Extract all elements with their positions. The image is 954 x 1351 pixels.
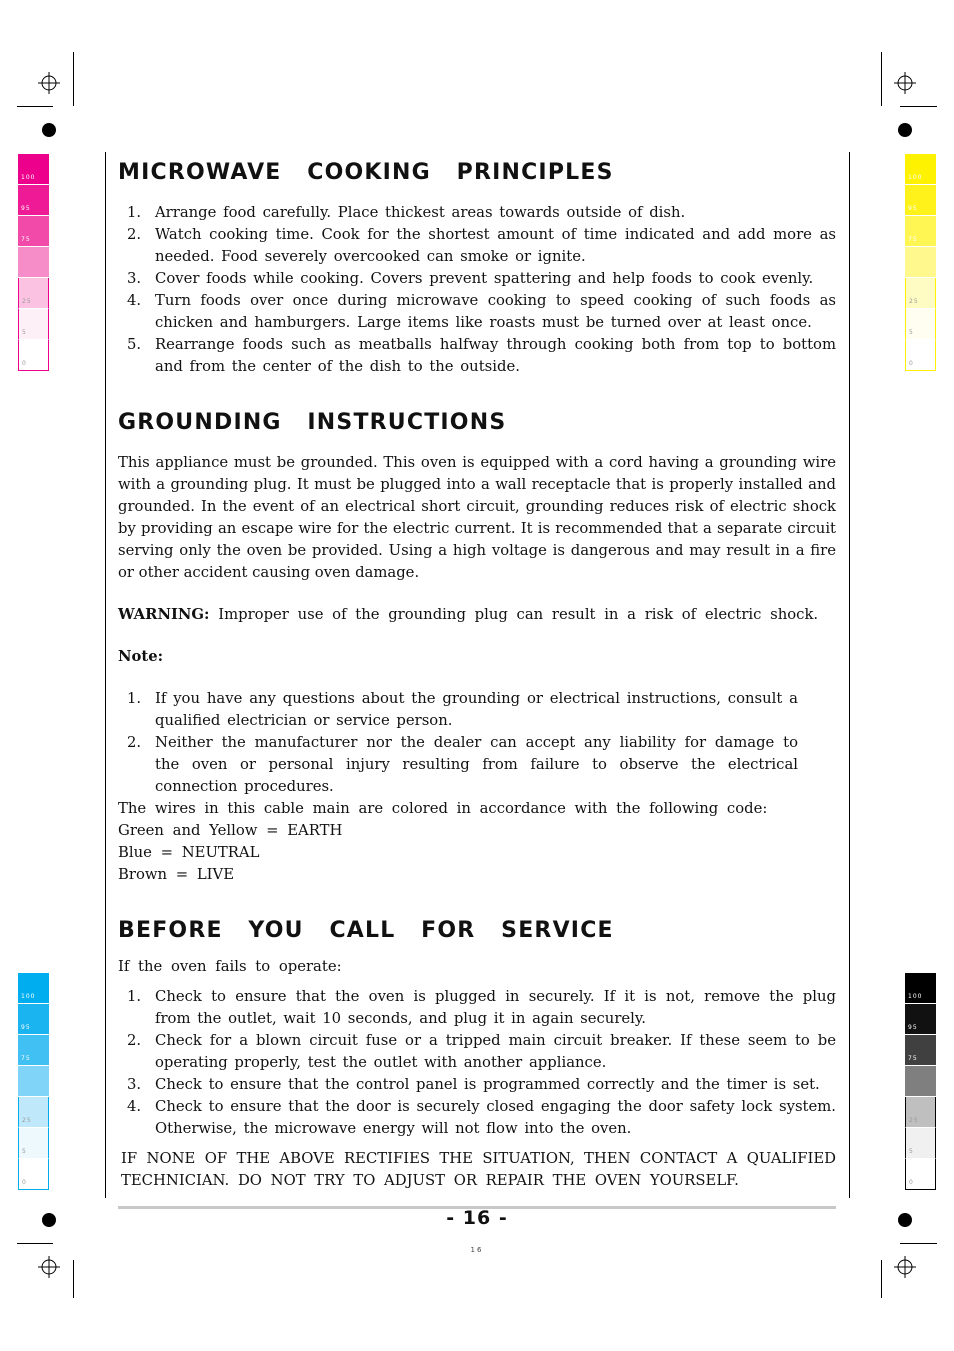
color-swatch bbox=[905, 1128, 936, 1159]
cooking-principle-item bbox=[118, 334, 836, 378]
color-swatch bbox=[905, 1004, 936, 1035]
list-text: Check to ensure that the control panel is programmed correctly and the timer is set. bbox=[155, 1076, 820, 1093]
page-number: - 16 - bbox=[446, 1207, 508, 1229]
cooking-principle-item bbox=[118, 290, 836, 334]
service-checklist bbox=[118, 986, 836, 1140]
grounding-paragraph: This appliance must be grounded. This oven is equipped with a cord having a grounding wire with a grounding plug. It must be plugged into a wall receptacle that is properly installed and grounded. In the event of an electrical short circuit, grounding reduces risk of electric shock by providing an escape wire for the electric current. It is recommended that a separate circuit serving only the oven be provided. Using a high voltage is dangerous and may result in a fire or other accident causing oven damage. bbox=[118, 454, 836, 581]
color-swatch bbox=[905, 340, 936, 371]
service-check-item bbox=[118, 1096, 836, 1140]
color-swatch bbox=[905, 278, 936, 309]
color-swatch bbox=[18, 340, 49, 371]
color-swatch bbox=[18, 247, 49, 278]
swatch-label: 75 bbox=[21, 236, 31, 243]
color-swatch bbox=[18, 1097, 49, 1128]
cyan-calibration-strip bbox=[18, 973, 49, 1190]
warning-label: WARNING: bbox=[118, 606, 210, 623]
grounding-note-item bbox=[118, 688, 798, 732]
crop-mark bbox=[900, 106, 937, 107]
swatch-label: 0 bbox=[22, 1179, 27, 1186]
swatch-label: 5 bbox=[22, 1148, 27, 1155]
color-swatch bbox=[905, 973, 936, 1004]
swatch-label: 95 bbox=[21, 205, 31, 212]
right-frame-line bbox=[849, 152, 850, 1198]
swatch-label: 25 bbox=[909, 298, 919, 305]
list-text: If you have any questions about the grounding or electrical instructions, consult a qualified electrician or service person. bbox=[155, 690, 798, 729]
warning-text: Improper use of the grounding plug can result in a risk of electric shock. bbox=[218, 606, 819, 623]
list-number: 1. bbox=[127, 690, 142, 707]
swatch-label: 5 bbox=[909, 329, 914, 336]
color-swatch bbox=[905, 1159, 936, 1190]
wire-neutral: Blue = NEUTRAL bbox=[118, 844, 260, 861]
list-text: Watch cooking time. Cook for the shortest amount of time indicated and add more as needed. Food severely overcooked can smoke or ignite. bbox=[155, 226, 836, 265]
list-number: 4. bbox=[127, 292, 142, 309]
swatch-label: 75 bbox=[21, 1055, 31, 1062]
cooking-principle-item bbox=[118, 268, 836, 290]
list-text: Check for a blown circuit fuse or a tripped main circuit breaker. If these seem to be operating properly, test the outlet with another appliance. bbox=[155, 1032, 836, 1071]
crop-mark bbox=[881, 52, 882, 106]
swatch-label: 0 bbox=[909, 1179, 914, 1186]
color-swatch bbox=[18, 1066, 49, 1097]
swatch-label: 75 bbox=[908, 1055, 918, 1062]
color-swatch bbox=[18, 973, 49, 1004]
list-text: Check to ensure that the door is securely closed engaging the door safety lock system. Otherwise, the microwave energy will not flow into the oven. bbox=[155, 1098, 836, 1137]
swatch-label: 100 bbox=[908, 993, 923, 1000]
crop-mark bbox=[73, 52, 74, 106]
cooking-principle-item bbox=[118, 202, 836, 224]
grounding-notes-list bbox=[118, 688, 798, 798]
page-content bbox=[118, 158, 836, 1192]
print-page-number: 16 bbox=[470, 1246, 484, 1254]
swatch-label: 25 bbox=[909, 1117, 919, 1124]
swatch-label: 5 bbox=[909, 1148, 914, 1155]
swatch-label: 0 bbox=[22, 360, 27, 367]
color-swatch bbox=[18, 278, 49, 309]
crop-mark bbox=[17, 1243, 53, 1244]
swatch-label: 95 bbox=[21, 1024, 31, 1031]
color-swatch bbox=[905, 1035, 936, 1066]
list-text: Cover foods while cooking. Covers prevent spattering and help foods to cook evenly. bbox=[155, 270, 814, 287]
registration-mark-icon bbox=[894, 1256, 916, 1278]
registration-mark-icon bbox=[38, 1256, 60, 1278]
cooking-principles-list bbox=[118, 202, 836, 378]
magenta-calibration-strip bbox=[18, 154, 49, 371]
color-swatch bbox=[905, 1066, 936, 1097]
swatch-label: 100 bbox=[21, 174, 36, 181]
color-swatch bbox=[18, 185, 49, 216]
swatch-label: 25 bbox=[22, 1117, 32, 1124]
note-label: Note: bbox=[118, 648, 164, 665]
list-text: Turn foods over once during microwave cooking to speed cooking of such foods as chicken and hamburgers. Large items like roasts must be turned over at least once. bbox=[155, 292, 836, 331]
black-calibration-strip bbox=[905, 973, 936, 1190]
swatch-label: 75 bbox=[908, 236, 918, 243]
warning-line bbox=[118, 604, 836, 626]
swatch-label: 100 bbox=[908, 174, 923, 181]
list-number: 2. bbox=[127, 1032, 142, 1049]
grounding-note-item bbox=[118, 732, 798, 798]
service-check-item bbox=[118, 1074, 836, 1096]
wire-earth: Green and Yellow = EARTH bbox=[118, 822, 343, 839]
list-text: Arrange food carefully. Place thickest areas towards outside of dish. bbox=[155, 204, 686, 221]
yellow-calibration-strip bbox=[905, 154, 936, 371]
color-swatch bbox=[905, 154, 936, 185]
list-text: Rearrange foods such as meatballs halfway through cooking both from top to bottom and from the center of the dish to the outside. bbox=[155, 336, 836, 375]
color-swatch bbox=[18, 1004, 49, 1035]
service-heading: BEFORE YOU CALL FOR SERVICE bbox=[118, 918, 614, 943]
crop-mark bbox=[73, 1260, 74, 1298]
service-check-item bbox=[118, 1030, 836, 1074]
registration-dot-icon bbox=[898, 123, 912, 137]
list-text: Check to ensure that the oven is plugged in securely. If it is not, remove the plug from the outlet, wait 10 seconds, and plug it in again securely. bbox=[155, 988, 836, 1027]
list-number: 4. bbox=[127, 1098, 142, 1115]
grounding-heading: GROUNDING INSTRUCTIONS bbox=[118, 410, 507, 435]
registration-mark-icon bbox=[894, 72, 916, 94]
service-check-item bbox=[118, 986, 836, 1030]
crop-mark bbox=[881, 1260, 882, 1298]
registration-dot-icon bbox=[42, 123, 56, 137]
crop-mark bbox=[17, 106, 53, 107]
registration-mark-icon bbox=[38, 72, 60, 94]
color-swatch bbox=[905, 1097, 936, 1128]
color-swatch bbox=[18, 1128, 49, 1159]
swatch-label: 95 bbox=[908, 1024, 918, 1031]
color-swatch bbox=[905, 247, 936, 278]
list-number: 1. bbox=[127, 204, 142, 221]
swatch-label: 95 bbox=[908, 205, 918, 212]
color-swatch bbox=[18, 309, 49, 340]
list-number: 3. bbox=[127, 270, 142, 287]
list-number: 2. bbox=[127, 226, 142, 243]
list-number: 2. bbox=[127, 734, 142, 751]
list-number: 3. bbox=[127, 1076, 142, 1093]
color-swatch bbox=[18, 154, 49, 185]
swatch-label: 0 bbox=[909, 360, 914, 367]
color-swatch bbox=[18, 216, 49, 247]
wires-intro: The wires in this cable main are colored in accordance with the following code: bbox=[118, 800, 768, 817]
list-text: Neither the manufacturer nor the dealer can accept any liability for damage to the oven or personal injury resulting from failure to observe the electrical connection procedures. bbox=[155, 734, 798, 795]
swatch-label: 100 bbox=[21, 993, 36, 1000]
color-swatch bbox=[905, 216, 936, 247]
cooking-principles-heading: MICROWAVE COOKING PRINCIPLES bbox=[118, 160, 614, 185]
swatch-label: 25 bbox=[22, 298, 32, 305]
color-swatch bbox=[18, 1035, 49, 1066]
color-swatch bbox=[18, 1159, 49, 1190]
color-swatch bbox=[905, 185, 936, 216]
color-swatch bbox=[905, 309, 936, 340]
cooking-principle-item bbox=[118, 224, 836, 268]
left-frame-line bbox=[105, 152, 106, 1198]
wire-live: Brown = LIVE bbox=[118, 866, 235, 883]
service-intro: If the oven fails to operate: bbox=[118, 958, 342, 975]
swatch-label: 5 bbox=[22, 329, 27, 336]
list-number: 1. bbox=[127, 988, 142, 1005]
list-number: 5. bbox=[127, 336, 142, 353]
service-closing: IF NONE OF THE ABOVE RECTIFIES THE SITUATION, THEN CONTACT A QUALIFIED TECHNICIAN. DO NOT TRY TO ADJUST OR REPAIR THE OVEN YOURSELF. bbox=[121, 1150, 836, 1189]
crop-mark bbox=[900, 1243, 937, 1244]
